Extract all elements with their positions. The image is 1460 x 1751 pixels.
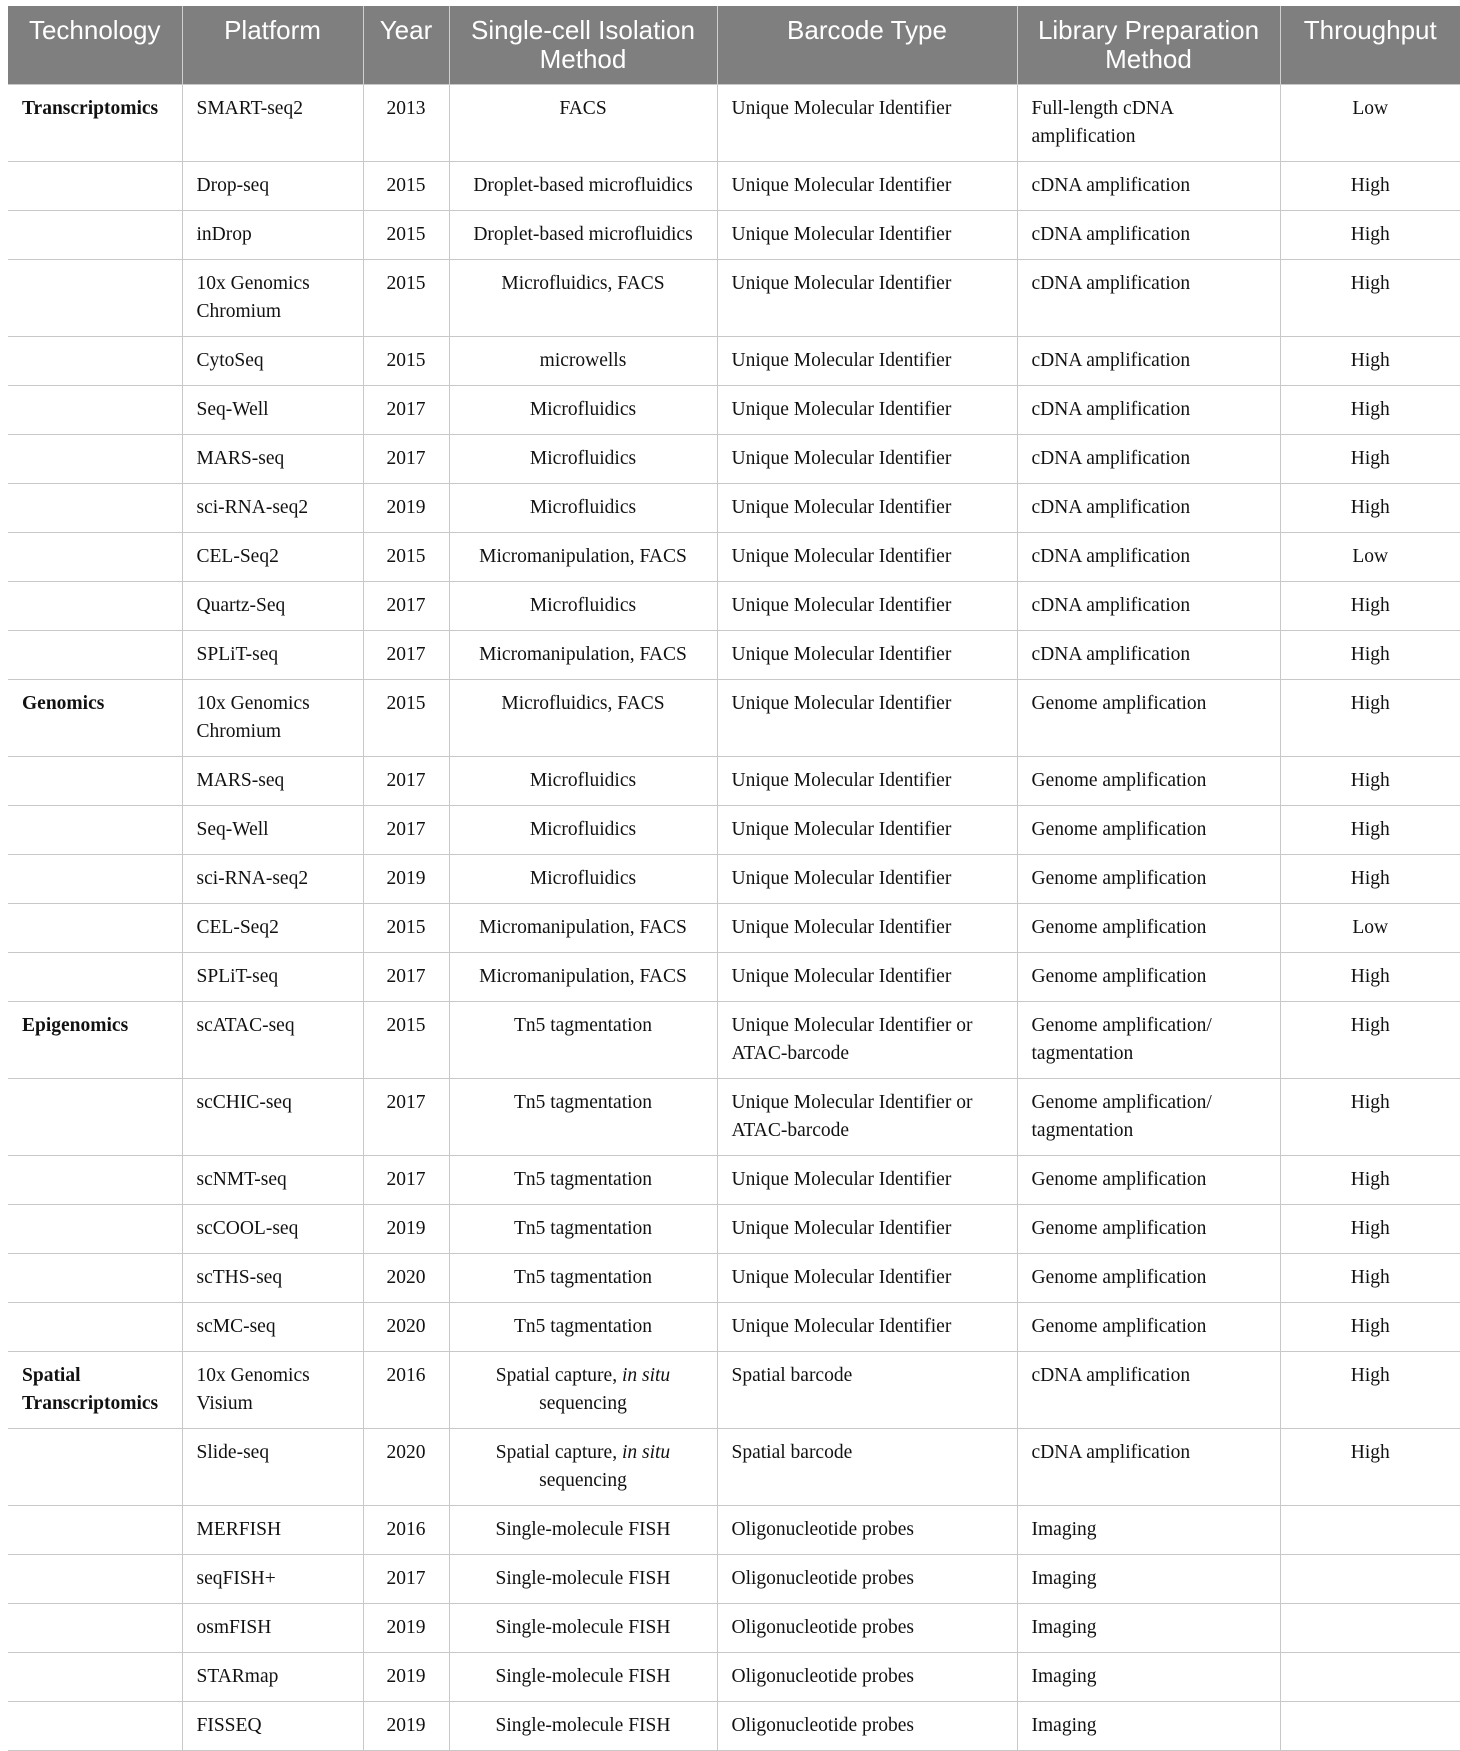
library-cell: Genome amplification	[1017, 1205, 1280, 1254]
year-cell: 2017	[363, 435, 449, 484]
technology-cell	[8, 1702, 182, 1751]
throughput-cell	[1280, 1653, 1460, 1702]
throughput-cell: High	[1280, 1352, 1460, 1429]
year-cell: 2017	[363, 953, 449, 1002]
library-cell: cDNA amplification	[1017, 211, 1280, 260]
barcode-cell: Unique Molecular Identifier	[717, 855, 1017, 904]
throughput-cell: High	[1280, 1429, 1460, 1506]
isolation-cell: microwells	[449, 337, 717, 386]
platform-cell: FISSEQ	[182, 1702, 363, 1751]
isolation-cell: Microfluidics	[449, 757, 717, 806]
throughput-cell: High	[1280, 953, 1460, 1002]
platform-cell: 10x Genomics Chromium	[182, 260, 363, 337]
table-row	[8, 1604, 1460, 1653]
technology-cell	[8, 953, 182, 1002]
table-row	[8, 85, 1460, 162]
technology-cell	[8, 211, 182, 260]
barcode-cell: Unique Molecular Identifier	[717, 1205, 1017, 1254]
throughput-cell: Low	[1280, 533, 1460, 582]
technology-cell	[8, 1429, 182, 1506]
library-cell: cDNA amplification	[1017, 484, 1280, 533]
platform-cell: sci-RNA-seq2	[182, 484, 363, 533]
library-cell: Imaging	[1017, 1555, 1280, 1604]
barcode-cell: Unique Molecular Identifier	[717, 1303, 1017, 1352]
technology-cell	[8, 337, 182, 386]
platform-cell: scMC-seq	[182, 1303, 363, 1352]
year-cell: 2015	[363, 260, 449, 337]
year-cell: 2017	[363, 1555, 449, 1604]
isolation-cell: Tn5 tagmentation	[449, 1205, 717, 1254]
year-cell: 2019	[363, 1653, 449, 1702]
barcode-cell: Oligonucleotide probes	[717, 1506, 1017, 1555]
col-header-library: Library Preparation Method	[1017, 6, 1280, 85]
table-container	[8, 6, 1460, 1751]
throughput-cell: High	[1280, 855, 1460, 904]
isolation-cell: Single-molecule FISH	[449, 1653, 717, 1702]
technology-cell: Spatial Transcriptomics	[8, 1352, 182, 1429]
year-cell: 2019	[363, 1205, 449, 1254]
year-cell: 2017	[363, 1079, 449, 1156]
table-row	[8, 953, 1460, 1002]
barcode-cell: Oligonucleotide probes	[717, 1702, 1017, 1751]
technology-cell	[8, 1604, 182, 1653]
throughput-cell: High	[1280, 1303, 1460, 1352]
barcode-cell: Oligonucleotide probes	[717, 1653, 1017, 1702]
table-row	[8, 1702, 1460, 1751]
isolation-cell: Micromanipulation, FACS	[449, 904, 717, 953]
year-cell: 2015	[363, 211, 449, 260]
header-row	[8, 6, 1460, 85]
library-cell: Imaging	[1017, 1604, 1280, 1653]
barcode-cell: Unique Molecular Identifier	[717, 211, 1017, 260]
table-row	[8, 582, 1460, 631]
technology-cell	[8, 855, 182, 904]
library-cell: cDNA amplification	[1017, 337, 1280, 386]
table-row	[8, 435, 1460, 484]
technology-cell	[8, 1506, 182, 1555]
technology-table	[8, 6, 1460, 1751]
isolation-cell: Microfluidics	[449, 435, 717, 484]
table-row	[8, 260, 1460, 337]
table-row	[8, 806, 1460, 855]
isolation-cell: Microfluidics	[449, 386, 717, 435]
platform-cell: CytoSeq	[182, 337, 363, 386]
library-cell: Genome amplification	[1017, 1156, 1280, 1205]
col-header-platform: Platform	[182, 6, 363, 85]
technology-cell	[8, 1653, 182, 1702]
barcode-cell: Unique Molecular Identifier or ATAC-barcode	[717, 1079, 1017, 1156]
isolation-cell: Tn5 tagmentation	[449, 1079, 717, 1156]
barcode-cell: Unique Molecular Identifier	[717, 582, 1017, 631]
barcode-cell: Oligonucleotide probes	[717, 1555, 1017, 1604]
platform-cell: STARmap	[182, 1653, 363, 1702]
platform-cell: scCHIC-seq	[182, 1079, 363, 1156]
barcode-cell: Unique Molecular Identifier	[717, 484, 1017, 533]
year-cell: 2019	[363, 1604, 449, 1653]
table-row	[8, 1079, 1460, 1156]
year-cell: 2020	[363, 1254, 449, 1303]
throughput-cell: High	[1280, 582, 1460, 631]
platform-cell: sci-RNA-seq2	[182, 855, 363, 904]
platform-cell: SPLiT-seq	[182, 631, 363, 680]
isolation-cell: Droplet-based microfluidics	[449, 211, 717, 260]
library-cell: Genome amplification	[1017, 953, 1280, 1002]
table-row	[8, 211, 1460, 260]
year-cell: 2019	[363, 1702, 449, 1751]
library-cell: Genome amplification	[1017, 1254, 1280, 1303]
throughput-cell: High	[1280, 1079, 1460, 1156]
table-row	[8, 1352, 1460, 1429]
platform-cell: scTHS-seq	[182, 1254, 363, 1303]
barcode-cell: Unique Molecular Identifier	[717, 260, 1017, 337]
platform-cell: MARS-seq	[182, 435, 363, 484]
technology-cell: Transcriptomics	[8, 85, 182, 162]
isolation-cell: Tn5 tagmentation	[449, 1156, 717, 1205]
year-cell: 2015	[363, 904, 449, 953]
library-cell: Genome amplification/ tagmentation	[1017, 1002, 1280, 1079]
isolation-cell: Micromanipulation, FACS	[449, 631, 717, 680]
platform-cell: Slide-seq	[182, 1429, 363, 1506]
library-cell: Genome amplification	[1017, 757, 1280, 806]
table-row	[8, 904, 1460, 953]
table-row	[8, 1205, 1460, 1254]
platform-cell: Seq-Well	[182, 386, 363, 435]
barcode-cell: Unique Molecular Identifier	[717, 85, 1017, 162]
isolation-cell: Microfluidics	[449, 855, 717, 904]
library-cell: Genome amplification	[1017, 904, 1280, 953]
technology-cell	[8, 1555, 182, 1604]
table-row	[8, 1506, 1460, 1555]
col-header-technology: Technology	[8, 6, 182, 85]
platform-cell: 10x Genomics Visium	[182, 1352, 363, 1429]
year-cell: 2013	[363, 85, 449, 162]
platform-cell: MERFISH	[182, 1506, 363, 1555]
table-row	[8, 1156, 1460, 1205]
throughput-cell: High	[1280, 680, 1460, 757]
year-cell: 2015	[363, 337, 449, 386]
barcode-cell: Spatial barcode	[717, 1429, 1017, 1506]
throughput-cell: High	[1280, 211, 1460, 260]
technology-cell	[8, 1254, 182, 1303]
technology-cell	[8, 806, 182, 855]
platform-cell: osmFISH	[182, 1604, 363, 1653]
platform-cell: scCOOL-seq	[182, 1205, 363, 1254]
library-cell: cDNA amplification	[1017, 1429, 1280, 1506]
isolation-cell: Microfluidics, FACS	[449, 680, 717, 757]
isolation-text: Spatial capture,	[495, 1365, 622, 1386]
library-cell: cDNA amplification	[1017, 435, 1280, 484]
throughput-cell: High	[1280, 162, 1460, 211]
isolation-cell: Micromanipulation, FACS	[449, 533, 717, 582]
library-cell: Genome amplification	[1017, 806, 1280, 855]
col-header-throughput: Throughput	[1280, 6, 1460, 85]
barcode-cell: Unique Molecular Identifier	[717, 757, 1017, 806]
table-row	[8, 855, 1460, 904]
barcode-cell: Unique Molecular Identifier	[717, 680, 1017, 757]
technology-cell	[8, 757, 182, 806]
library-cell: cDNA amplification	[1017, 260, 1280, 337]
year-cell: 2015	[363, 1002, 449, 1079]
barcode-cell: Unique Molecular Identifier	[717, 631, 1017, 680]
isolation-text: sequencing	[539, 1470, 627, 1491]
platform-cell: scATAC-seq	[182, 1002, 363, 1079]
library-cell: Genome amplification	[1017, 680, 1280, 757]
technology-cell	[8, 1079, 182, 1156]
barcode-cell: Oligonucleotide probes	[717, 1604, 1017, 1653]
table-row	[8, 1429, 1460, 1506]
year-cell: 2019	[363, 855, 449, 904]
year-cell: 2015	[363, 533, 449, 582]
isolation-italic-text: in situ	[621, 1365, 671, 1386]
isolation-cell	[449, 1429, 717, 1506]
isolation-cell: FACS	[449, 85, 717, 162]
table-row	[8, 757, 1460, 806]
throughput-cell: High	[1280, 386, 1460, 435]
table-row	[8, 1653, 1460, 1702]
table-row	[8, 680, 1460, 757]
year-cell: 2019	[363, 484, 449, 533]
isolation-cell: Droplet-based microfluidics	[449, 162, 717, 211]
platform-cell: CEL-Seq2	[182, 533, 363, 582]
throughput-cell: High	[1280, 806, 1460, 855]
barcode-cell: Unique Molecular Identifier	[717, 533, 1017, 582]
throughput-cell	[1280, 1555, 1460, 1604]
throughput-cell	[1280, 1702, 1460, 1751]
barcode-cell: Unique Molecular Identifier	[717, 904, 1017, 953]
throughput-cell: High	[1280, 260, 1460, 337]
table-row	[8, 1254, 1460, 1303]
throughput-cell: Low	[1280, 904, 1460, 953]
table-row	[8, 162, 1460, 211]
table-row	[8, 1555, 1460, 1604]
technology-cell: Epigenomics	[8, 1002, 182, 1079]
col-header-barcode: Barcode Type	[717, 6, 1017, 85]
year-cell: 2017	[363, 806, 449, 855]
throughput-cell: High	[1280, 757, 1460, 806]
isolation-cell: Microfluidics	[449, 484, 717, 533]
isolation-cell: Single-molecule FISH	[449, 1555, 717, 1604]
year-cell: 2017	[363, 582, 449, 631]
platform-cell: inDrop	[182, 211, 363, 260]
isolation-cell: Tn5 tagmentation	[449, 1254, 717, 1303]
throughput-cell: High	[1280, 1156, 1460, 1205]
technology-cell	[8, 1156, 182, 1205]
platform-cell: seqFISH+	[182, 1555, 363, 1604]
col-header-year: Year	[363, 6, 449, 85]
library-cell: cDNA amplification	[1017, 582, 1280, 631]
technology-cell	[8, 435, 182, 484]
barcode-cell: Unique Molecular Identifier	[717, 953, 1017, 1002]
year-cell: 2016	[363, 1352, 449, 1429]
throughput-cell: High	[1280, 1205, 1460, 1254]
table-row	[8, 631, 1460, 680]
table-row	[8, 533, 1460, 582]
year-cell: 2015	[363, 162, 449, 211]
throughput-cell: Low	[1280, 85, 1460, 162]
platform-cell: Seq-Well	[182, 806, 363, 855]
year-cell: 2017	[363, 757, 449, 806]
technology-cell	[8, 162, 182, 211]
year-cell: 2016	[363, 1506, 449, 1555]
library-cell: Full-length cDNA amplification	[1017, 85, 1280, 162]
technology-cell	[8, 1303, 182, 1352]
barcode-cell: Unique Molecular Identifier	[717, 806, 1017, 855]
isolation-cell: Microfluidics	[449, 806, 717, 855]
throughput-cell: High	[1280, 484, 1460, 533]
platform-cell: Quartz-Seq	[182, 582, 363, 631]
library-cell: cDNA amplification	[1017, 533, 1280, 582]
technology-cell	[8, 386, 182, 435]
platform-cell: Drop-seq	[182, 162, 363, 211]
library-cell: cDNA amplification	[1017, 1352, 1280, 1429]
barcode-cell: Unique Molecular Identifier	[717, 337, 1017, 386]
table-row	[8, 484, 1460, 533]
isolation-cell	[449, 1352, 717, 1429]
library-cell: cDNA amplification	[1017, 386, 1280, 435]
isolation-cell: Single-molecule FISH	[449, 1506, 717, 1555]
platform-cell: scNMT-seq	[182, 1156, 363, 1205]
barcode-cell: Unique Molecular Identifier	[717, 162, 1017, 211]
technology-cell	[8, 582, 182, 631]
barcode-cell: Unique Molecular Identifier	[717, 1156, 1017, 1205]
isolation-cell: Single-molecule FISH	[449, 1604, 717, 1653]
throughput-cell	[1280, 1506, 1460, 1555]
barcode-cell: Unique Molecular Identifier	[717, 435, 1017, 484]
library-cell: Genome amplification	[1017, 855, 1280, 904]
isolation-text: sequencing	[539, 1393, 627, 1414]
throughput-cell: High	[1280, 435, 1460, 484]
throughput-cell: High	[1280, 631, 1460, 680]
isolation-text: Spatial capture,	[495, 1442, 622, 1463]
barcode-cell: Spatial barcode	[717, 1352, 1017, 1429]
year-cell: 2017	[363, 631, 449, 680]
table-row	[8, 337, 1460, 386]
technology-cell	[8, 260, 182, 337]
throughput-cell: High	[1280, 1002, 1460, 1079]
platform-cell: MARS-seq	[182, 757, 363, 806]
year-cell: 2020	[363, 1303, 449, 1352]
library-cell: cDNA amplification	[1017, 162, 1280, 211]
library-cell: cDNA amplification	[1017, 631, 1280, 680]
platform-cell: CEL-Seq2	[182, 904, 363, 953]
throughput-cell: High	[1280, 337, 1460, 386]
barcode-cell: Unique Molecular Identifier	[717, 1254, 1017, 1303]
technology-cell: Genomics	[8, 680, 182, 757]
isolation-cell: Tn5 tagmentation	[449, 1303, 717, 1352]
barcode-cell: Unique Molecular Identifier or ATAC-barcode	[717, 1002, 1017, 1079]
library-cell: Imaging	[1017, 1702, 1280, 1751]
platform-cell: SMART-seq2	[182, 85, 363, 162]
library-cell: Imaging	[1017, 1506, 1280, 1555]
platform-cell: SPLiT-seq	[182, 953, 363, 1002]
barcode-cell: Unique Molecular Identifier	[717, 386, 1017, 435]
technology-cell	[8, 1205, 182, 1254]
year-cell: 2020	[363, 1429, 449, 1506]
year-cell: 2017	[363, 1156, 449, 1205]
isolation-cell: Microfluidics, FACS	[449, 260, 717, 337]
technology-cell	[8, 631, 182, 680]
technology-cell	[8, 904, 182, 953]
technology-cell	[8, 533, 182, 582]
table-row	[8, 1303, 1460, 1352]
library-cell: Genome amplification	[1017, 1303, 1280, 1352]
throughput-cell	[1280, 1604, 1460, 1653]
year-cell: 2015	[363, 680, 449, 757]
library-cell: Genome amplification/ tagmentation	[1017, 1079, 1280, 1156]
table-row	[8, 1002, 1460, 1079]
isolation-italic-text: in situ	[621, 1442, 671, 1463]
technology-cell	[8, 484, 182, 533]
isolation-cell: Microfluidics	[449, 582, 717, 631]
library-cell: Imaging	[1017, 1653, 1280, 1702]
table-row	[8, 386, 1460, 435]
col-header-isolation: Single-cell Isolation Method	[449, 6, 717, 85]
isolation-cell: Tn5 tagmentation	[449, 1002, 717, 1079]
isolation-cell: Micromanipulation, FACS	[449, 953, 717, 1002]
year-cell: 2017	[363, 386, 449, 435]
isolation-cell: Single-molecule FISH	[449, 1702, 717, 1751]
platform-cell: 10x Genomics Chromium	[182, 680, 363, 757]
throughput-cell: High	[1280, 1254, 1460, 1303]
